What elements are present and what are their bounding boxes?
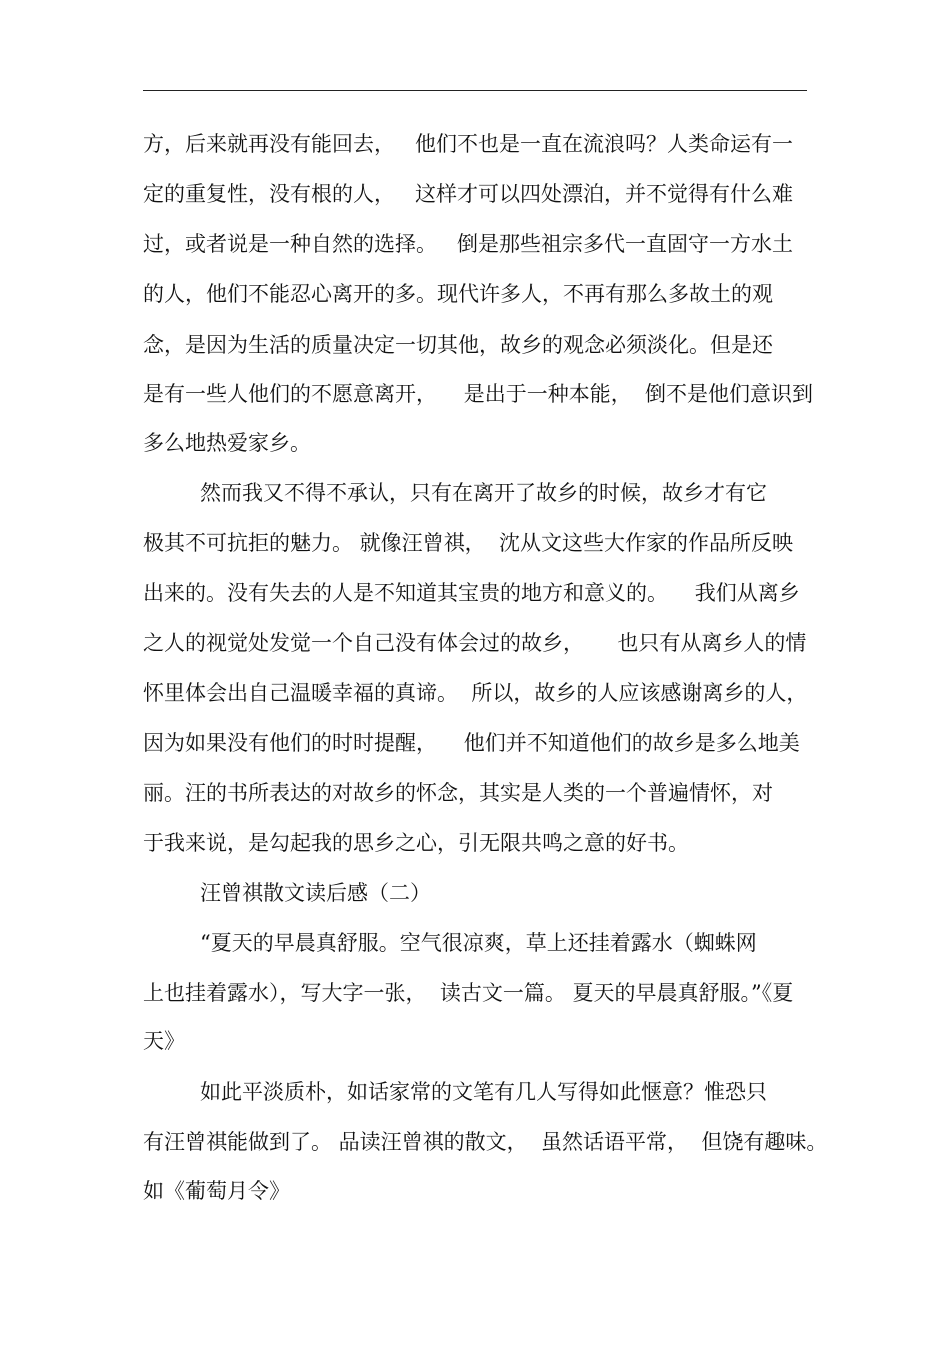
text-line: 多么地热爱家乡。	[143, 431, 311, 455]
text-line: 因为如果没有他们的时时提醒， 他们并不知道他们的故乡是多么地美	[143, 731, 800, 755]
paragraph-first-line: 如此平淡质朴，如话家常的文笔有几人写得如此惬意？惟恐只	[200, 1080, 767, 1104]
text-line: 方，后来就再没有能回去， 他们不也是一直在流浪吗？人类命运有一	[143, 132, 794, 156]
paragraph-first-line: “夏天的早晨真舒服。空气很凉爽，草上还挂着露水（蜘蛛网	[200, 931, 757, 955]
text-line: 出来的。没有失去的人是不知道其宝贵的地方和意义的。 我们从离乡	[143, 581, 800, 605]
text-line: 于我来说，是勾起我的思乡之心，引无限共鸣之意的好书。	[143, 831, 689, 855]
text-line: 的人，他们不能忍心离开的多。现代许多人，不再有那么多故土的观	[143, 282, 773, 306]
paragraph-first-line: 然而我又不得不承认，只有在离开了故乡的时候，故乡才有它	[200, 481, 767, 505]
text-line: 之人的视觉处发觉一个自己没有体会过的故乡， 也只有从离乡人的情	[143, 631, 807, 655]
text-line: 极其不可抗拒的魅力。 就像汪曾祺， 沈从文这些大作家的作品所反映	[143, 531, 794, 555]
text-line: 丽。汪的书所表达的对故乡的怀念，其实是人类的一个普遍情怀，对	[143, 781, 773, 805]
text-line: 定的重复性，没有根的人， 这样才可以四处漂泊，并不觉得有什么难	[143, 182, 794, 206]
text-line: 怀里体会出自己温暖幸福的真谛。 所以，故乡的人应该感谢离乡的人，	[143, 681, 808, 705]
section-heading: 汪曾祺散文读后感（二）	[200, 881, 431, 905]
text-line: 有汪曾祺能做到了。 品读汪曾祺的散文， 虽然话语平常， 但饶有趣味。	[143, 1130, 828, 1154]
text-line: 过，或者说是一种自然的选择。 倒是那些祖宗多代一直固守一方水土	[143, 232, 794, 256]
text-line: 念，是因为生活的质量决定一切其他，故乡的观念必须淡化。但是还	[143, 333, 773, 357]
text-line: 是有一些人他们的不愿意离开， 是出于一种本能， 倒不是他们意识到	[143, 382, 814, 406]
text-line: 上也挂着露水），写大字一张， 读古文一篇。 夏天的早晨真舒服。”《夏	[143, 981, 794, 1005]
header-rule	[143, 90, 807, 91]
text-line: 如《葡萄月令》	[143, 1179, 290, 1203]
text-line: 天》	[143, 1029, 185, 1053]
